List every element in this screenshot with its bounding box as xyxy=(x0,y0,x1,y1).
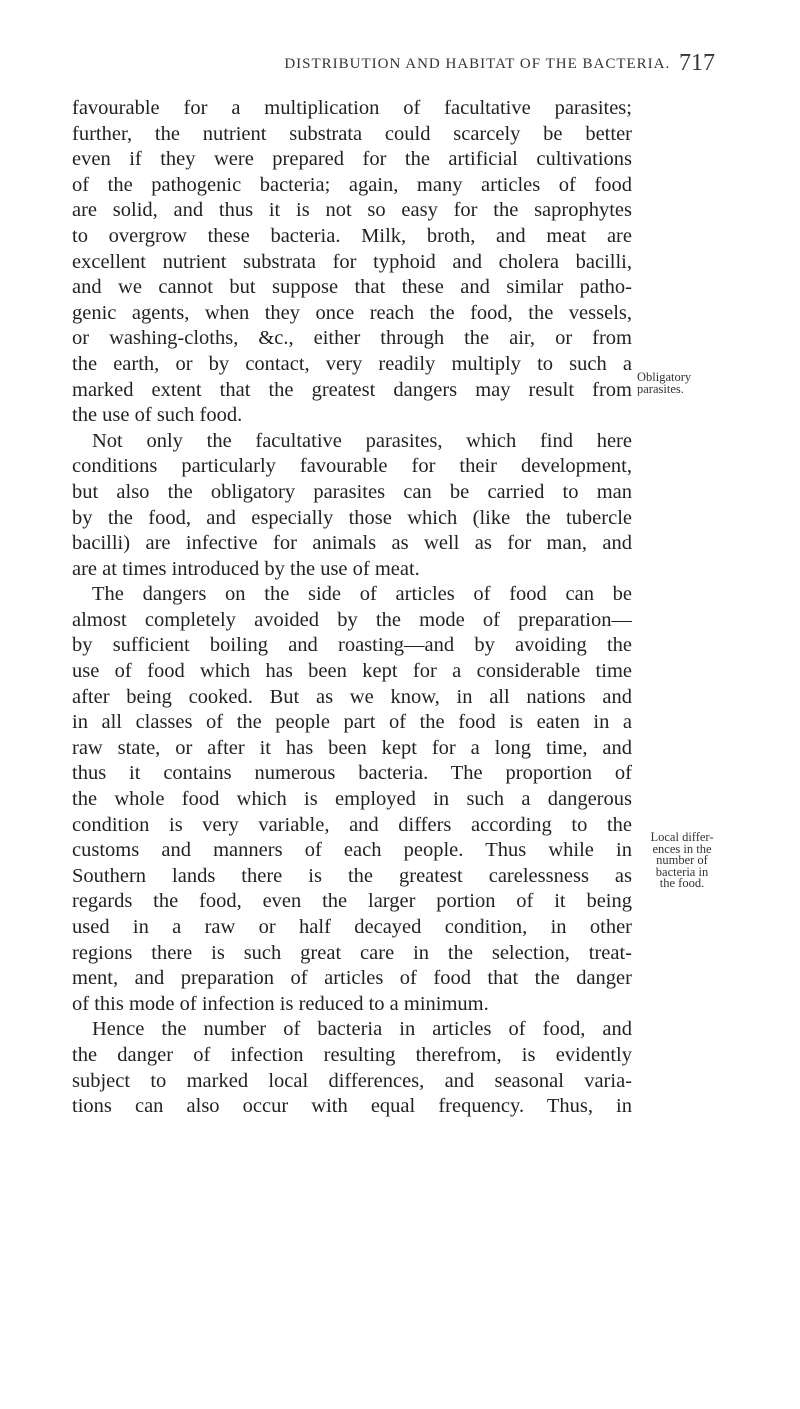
margin-note-line: the food. xyxy=(659,876,705,890)
margin-note-line: ences in the xyxy=(652,841,712,856)
text-line: used in a raw or half decayed condition, in other xyxy=(72,916,632,938)
text-line: but also the obligatory parasites can be carried to man xyxy=(72,480,632,503)
margin-note-line: Local differ- xyxy=(650,830,714,844)
text-line: in all classes of the people part of the food is eaten in a xyxy=(72,711,632,734)
margin-note-line: bacteria in xyxy=(655,864,709,879)
text-line: use of food which has been kept for a considerable time xyxy=(72,660,632,683)
text-line: and we cannot but suppose that these and similar patho- xyxy=(72,276,632,299)
text-line: genic agents, when they once reach the food, the vessels, xyxy=(72,301,632,324)
text-line: customs and manners of each people. Thus while in xyxy=(72,839,632,862)
margin-note-line: number of xyxy=(656,853,708,867)
text-line: are at times introduced by the use of meat. xyxy=(72,557,420,580)
text-line: regards the food, even the larger portion of it being xyxy=(72,890,632,913)
body-text xyxy=(72,96,632,1120)
text-line: favourable for a multiplication of facultative parasites; xyxy=(72,97,632,119)
text-line: further, the nutrient substrata could scarcely be better xyxy=(72,122,632,145)
text-line: to overgrow these bacteria. Milk, broth, and meat are xyxy=(72,224,632,247)
text-line: tions can also occur with equal frequency. Thus, in xyxy=(72,1095,632,1118)
text-line: raw state, or after it has been kept for a long time, and xyxy=(72,736,632,759)
text-line: even if they were prepared for the artificial cultivations xyxy=(72,148,632,171)
page-number: 717 xyxy=(679,50,715,76)
text-line: the danger of infection resulting therefrom, is evidently xyxy=(72,1043,632,1066)
margin-note-obligatory xyxy=(637,372,727,395)
text-line: of this mode of infection is reduced to a minimum. xyxy=(72,992,489,1015)
margin-note-line: Obligatory xyxy=(637,370,692,384)
text-line: or washing-cloths, &c., either through the air, or from xyxy=(72,327,632,350)
text-line: Hence the number of bacteria in articles of food, and xyxy=(92,1018,632,1041)
text-line: by the food, and especially those which (like the tubercle xyxy=(72,506,632,529)
text-line: Not only the facultative parasites, which find here xyxy=(92,429,632,452)
text-line: the use of such food. xyxy=(72,404,243,427)
text-line: thus it contains numerous bacteria. The proportion of xyxy=(72,762,632,785)
text-line: regions there is such great care in the selection, treat- xyxy=(72,941,632,964)
text-line: ment, and preparation of articles of food that the danger xyxy=(72,967,632,990)
text-line: after being cooked. But as we know, in all nations and xyxy=(72,685,632,708)
margin-note-local xyxy=(637,832,727,890)
margin-note-line: parasites. xyxy=(637,381,684,396)
text-line: subject to marked local differences, and seasonal varia- xyxy=(72,1069,632,1092)
text-line: excellent nutrient substrata for typhoid and cholera bacilli, xyxy=(72,250,632,273)
text-line: the earth, or by contact, very readily multiply to such a xyxy=(72,352,632,375)
text-line: condition is very variable, and differs according to the xyxy=(72,813,632,836)
text-line: bacilli) are infective for animals as well as for man, and xyxy=(72,532,632,555)
text-line: of the pathogenic bacteria; again, many articles of food xyxy=(72,173,632,196)
text-line: by sufficient boiling and roasting—and by avoiding the xyxy=(72,634,632,657)
running-head-title: DISTRIBUTION AND HABITAT OF THE BACTERIA. xyxy=(284,56,671,72)
text-line: are solid, and thus it is not so easy for the saprophytes xyxy=(72,199,632,222)
text-line: almost completely avoided by the mode of preparation— xyxy=(72,608,632,631)
text-line: conditions particularly favourable for their development, xyxy=(72,455,632,478)
text-line: the whole food which is employed in such a dangerous xyxy=(72,788,632,811)
text-line: Southern lands there is the greatest carelessness as xyxy=(72,864,632,887)
text-line: marked extent that the greatest dangers may result from xyxy=(72,378,632,401)
running-head xyxy=(105,50,715,77)
text-line: The dangers on the side of articles of food can be xyxy=(92,583,632,606)
